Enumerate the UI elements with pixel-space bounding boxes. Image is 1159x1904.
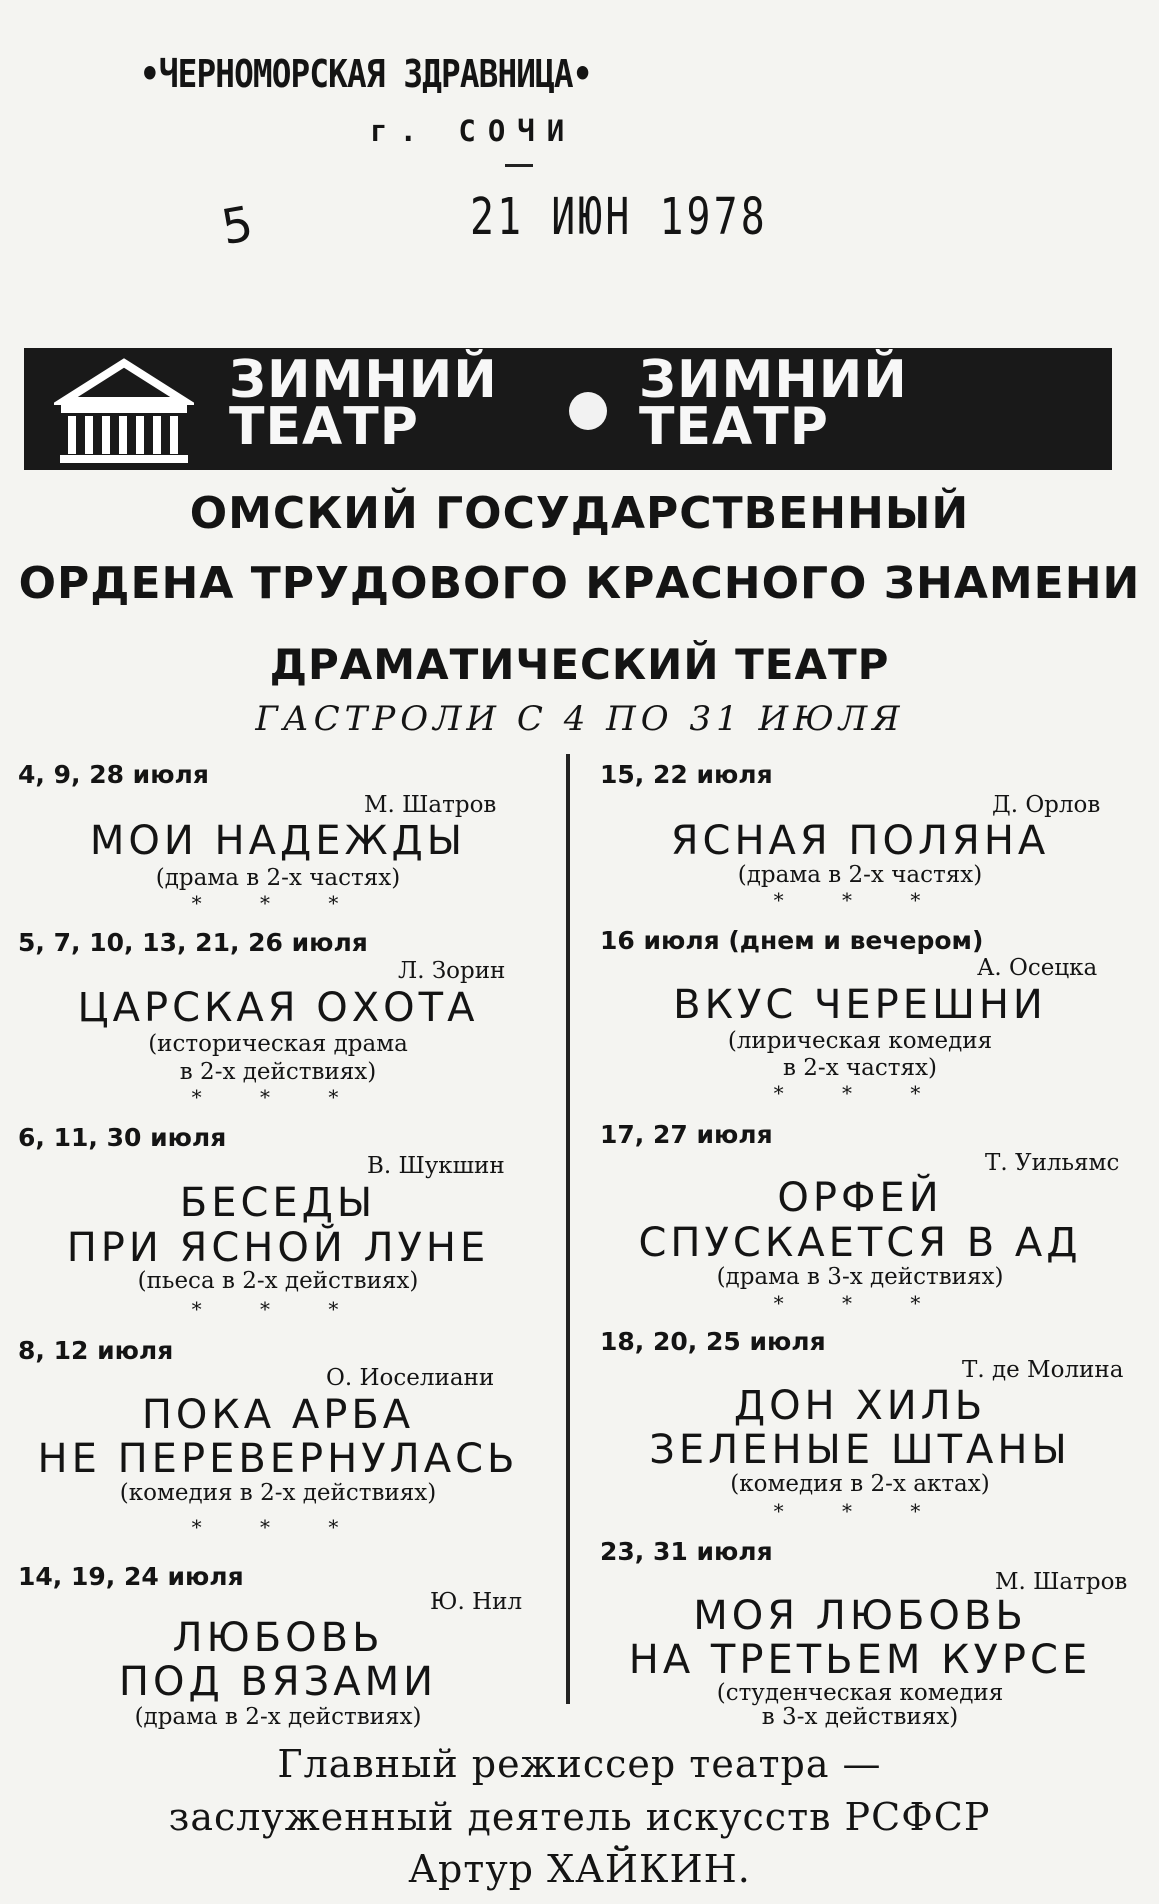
play-title: МОИ НАДЕЖДЫ: [89, 818, 467, 864]
play-description-line-2: в 2-х действиях): [179, 1059, 377, 1085]
play-title: ЦАРСКАЯ ОХОТА: [77, 985, 479, 1031]
play-title: ЛЮБОВЬ: [172, 1615, 384, 1661]
performance-dates: 5, 7, 10, 13, 21, 26 июля: [18, 928, 368, 957]
separator-stars: * * *: [191, 1085, 365, 1109]
play-title: ОРФЕЙ: [777, 1175, 943, 1221]
play-description: (историческая драма: [148, 1031, 408, 1057]
author: Т. Уильямс: [985, 1150, 1120, 1176]
play-description: (драма в 2-х действиях): [134, 1704, 422, 1730]
play-title-line-2: НА ТРЕТЬЕМ КУРСЕ: [628, 1637, 1092, 1683]
author: Д. Орлов: [992, 792, 1101, 818]
play-title: ВКУС ЧЕРЕШНИ: [673, 982, 1047, 1028]
performance-dates: 16 июля (днем и вечером): [600, 926, 984, 955]
author: А. Осецка: [977, 955, 1098, 981]
banner-right-line-2: ТЕАТР: [639, 397, 829, 457]
separator-stars: * * *: [773, 1499, 947, 1523]
performance-dates: 8, 12 июля: [18, 1336, 174, 1365]
winter-theatre-banner: [24, 348, 1112, 470]
separator-stars: * * *: [773, 1081, 947, 1105]
play-title: ПОКА АРБА: [141, 1392, 415, 1438]
author: М. Шатров: [995, 1569, 1128, 1595]
separator-stars: * * *: [773, 888, 947, 912]
banner-left-line-2: ТЕАТР: [229, 397, 419, 457]
play-title: ДОН ХИЛЬ: [733, 1383, 987, 1429]
heading-line-1: ОМСКИЙ ГОСУДАРСТВЕННЫЙ: [189, 488, 970, 539]
performance-dates: 4, 9, 28 июля: [18, 760, 209, 789]
performance-dates: 18, 20, 25 июля: [600, 1327, 826, 1356]
theatre-building-icon: [54, 354, 194, 466]
author: О. Иоселиани: [326, 1365, 495, 1391]
heading-line-2: ОРДЕНА ТРУДОВОГО КРАСНОГО ЗНАМЕНИ: [18, 558, 1141, 609]
play-description: (пьеса в 2-х действиях): [137, 1268, 419, 1294]
heading-line-3: ДРАМАТИЧЕСКИЙ ТЕАТР: [269, 640, 890, 689]
play-description: (студенческая комедия: [716, 1680, 1004, 1706]
footer-line-3: Артур ХАЙКИН.: [408, 1847, 751, 1891]
banner-right-line-1: ЗИМНИЙ: [639, 350, 908, 410]
banner-left-text: [229, 350, 498, 457]
separator-stars: * * *: [191, 1515, 365, 1539]
play-description: (драма в 3-х действиях): [716, 1264, 1004, 1290]
play-title: МОЯ ЛЮБОВЬ: [693, 1593, 1027, 1639]
footer-line-2: заслуженный деятель искусств РСФСР: [168, 1795, 991, 1839]
play-title-line-2: СПУСКАЕТСЯ В АД: [638, 1220, 1082, 1266]
performance-dates: 6, 11, 30 июля: [18, 1123, 227, 1152]
play-title-line-2: НЕ ПЕРЕВЕРНУЛАСЬ: [37, 1436, 519, 1482]
column-divider: [566, 754, 570, 1704]
banner-left-line-1: ЗИМНИЙ: [229, 350, 498, 410]
play-title-line-2: ПРИ ЯСНОЙ ЛУНЕ: [66, 1225, 490, 1271]
author: М. Шатров: [364, 792, 497, 818]
stamp-title: •ЧЕРНОМОРСКАЯ ЗДРАВНИЦА•: [140, 52, 592, 96]
separator-stars: * * *: [773, 1291, 947, 1315]
stamp-divider: [505, 164, 533, 167]
stamp-number: 5: [217, 195, 258, 257]
performance-dates: 23, 31 июля: [600, 1537, 773, 1566]
performance-dates: 14, 19, 24 июля: [18, 1562, 244, 1591]
separator-stars: * * *: [191, 1297, 365, 1321]
tour-dates: ГАСТРОЛИ С 4 ПО 31 ИЮЛЯ: [255, 699, 905, 739]
play-description: (лирическая комедия: [727, 1028, 993, 1054]
separator-stars: * * *: [191, 891, 365, 915]
author: В. Шукшин: [367, 1153, 505, 1179]
play-title: БЕСЕДЫ: [179, 1180, 377, 1226]
author: Ю. Нил: [430, 1589, 523, 1615]
stamp-city: г. СОЧИ: [370, 114, 577, 148]
performance-dates: 15, 22 июля: [600, 760, 773, 789]
play-title-line-2: ПОД ВЯЗАМИ: [118, 1659, 438, 1705]
play-description: (драма в 2-х частях): [155, 865, 401, 891]
play-description-line-2: в 3-х действиях): [761, 1704, 959, 1730]
play-description: (комедия в 2-х действиях): [119, 1480, 437, 1506]
banner-right-text: [639, 350, 908, 457]
play-title-line-2: ЗЕЛЕНЫЕ ШТАНЫ: [649, 1427, 1071, 1473]
play-title: ЯСНАЯ ПОЛЯНА: [670, 818, 1050, 864]
play-description-line-2: в 2-х частях): [783, 1055, 937, 1081]
banner-dot: [569, 392, 607, 430]
footer-line-1: Главный режиссер театра —: [277, 1742, 882, 1786]
author: Т. де Молина: [962, 1357, 1124, 1383]
stamp-date: 21 ИЮН 1978: [470, 188, 768, 247]
author: Л. Зорин: [398, 958, 506, 984]
play-description: (драма в 2-х частях): [737, 862, 983, 888]
play-description: (комедия в 2-х актах): [730, 1471, 990, 1497]
performance-dates: 17, 27 июля: [600, 1120, 773, 1149]
